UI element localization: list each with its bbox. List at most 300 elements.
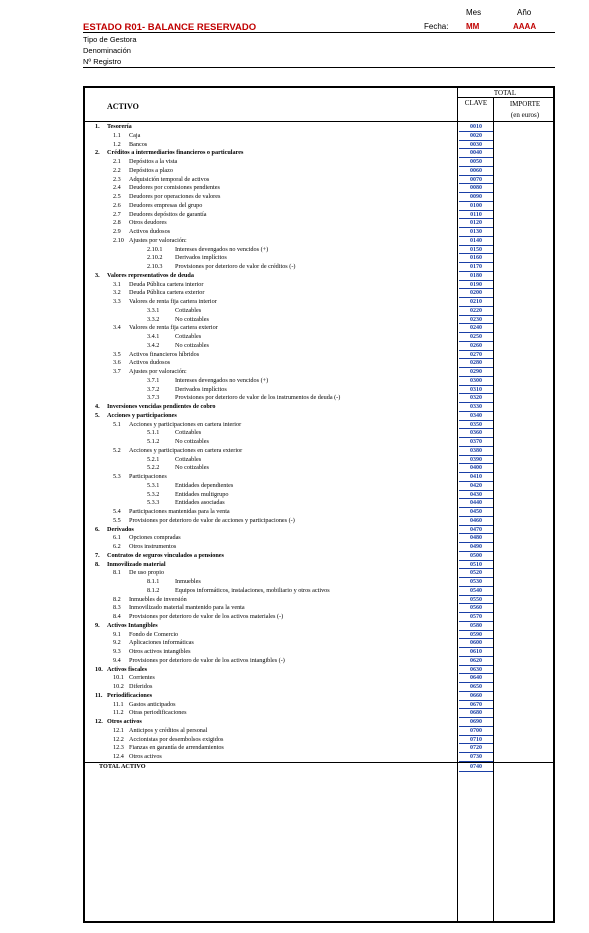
row-code: 0320 xyxy=(459,394,493,403)
row-code: 0710 xyxy=(459,736,493,745)
row-number: 3.4 xyxy=(113,324,121,332)
table-row xyxy=(85,727,553,736)
table-row xyxy=(85,692,553,701)
table-row xyxy=(85,289,553,298)
amount-cell[interactable] xyxy=(495,246,551,255)
row-label: Corrientes xyxy=(129,674,155,682)
row-label: Ajustes por valoración: xyxy=(129,236,187,244)
row-code: 0120 xyxy=(459,219,493,228)
row-label: Otras periodificaciones xyxy=(129,709,187,717)
row-code: 0130 xyxy=(459,228,493,237)
amount-cell[interactable] xyxy=(495,342,551,351)
table-row xyxy=(85,613,553,622)
amount-cell[interactable] xyxy=(495,202,551,211)
header-divider xyxy=(83,32,555,33)
amount-cell[interactable] xyxy=(495,298,551,307)
amount-cell[interactable] xyxy=(495,692,551,701)
row-code: 0160 xyxy=(459,254,493,263)
row-number: 5.1.1 xyxy=(147,429,160,437)
row-number: 3.3.2 xyxy=(147,315,160,323)
row-code: 0300 xyxy=(459,377,493,386)
amount-cell[interactable] xyxy=(495,351,551,360)
row-code: 0220 xyxy=(459,307,493,316)
row-code: 0430 xyxy=(459,491,493,500)
amount-cell[interactable] xyxy=(495,613,551,622)
row-number: 3.4.2 xyxy=(147,341,160,349)
row-number: 3.2 xyxy=(113,289,121,297)
amount-cell[interactable] xyxy=(495,709,551,718)
tipo-gestora-label: Tipo de Gestora xyxy=(83,35,137,44)
row-label: Entidades dependientes xyxy=(175,481,234,489)
row-label: Otros activos intangibles xyxy=(129,648,191,655)
row-code: 0100 xyxy=(459,202,493,211)
amount-cell[interactable] xyxy=(495,666,551,675)
amount-cell[interactable] xyxy=(495,263,551,272)
row-code: 0060 xyxy=(459,167,493,176)
amount-cell[interactable] xyxy=(495,447,551,456)
row-code: 0650 xyxy=(459,683,493,692)
amount-cell[interactable] xyxy=(495,386,551,395)
amount-cell[interactable] xyxy=(495,526,551,535)
amount-cell[interactable] xyxy=(495,578,551,587)
table-row xyxy=(85,123,553,132)
activo-header: ACTIVO xyxy=(107,102,139,111)
amount-cell[interactable] xyxy=(495,683,551,692)
row-number: 8.2 xyxy=(113,595,121,603)
amount-cell[interactable] xyxy=(495,648,551,657)
row-label: Acciones y participaciones en cartera interior xyxy=(129,420,242,428)
amount-cell[interactable] xyxy=(495,412,551,421)
row-label: Accionistas por desembolsos exigidos xyxy=(129,735,224,743)
row-code: 0070 xyxy=(459,176,493,185)
amount-cell[interactable] xyxy=(495,237,551,246)
amount-cell[interactable] xyxy=(495,753,551,762)
amount-cell[interactable] xyxy=(495,744,551,753)
row-code: 0560 xyxy=(459,604,493,613)
row-number: 10.2 xyxy=(113,683,124,690)
row-label: Inmuebles de inversión xyxy=(129,595,187,603)
table-row xyxy=(85,359,553,368)
amount-cell[interactable] xyxy=(495,499,551,508)
table-row xyxy=(85,517,553,526)
row-label: Otros activos xyxy=(129,753,162,760)
table-row xyxy=(85,316,553,325)
row-number: 3.4.1 xyxy=(147,333,160,340)
row-label: Provisiones por deterioro de valor de créditos (-) xyxy=(175,263,296,270)
amount-cell[interactable] xyxy=(495,674,551,683)
row-number: 11.2 xyxy=(113,709,124,717)
row-number: 2.10.3 xyxy=(147,263,163,270)
row-label: Ajustes por valoración: xyxy=(129,368,187,375)
amount-cell[interactable] xyxy=(495,307,551,316)
amount-cell[interactable] xyxy=(495,132,551,141)
amount-cell[interactable] xyxy=(495,123,551,132)
row-label: Diferidos xyxy=(129,683,153,690)
row-number: 5.3.2 xyxy=(147,490,160,498)
row-number: 2. xyxy=(95,149,100,157)
row-label: Cotizables xyxy=(175,455,202,463)
month-value: MM xyxy=(466,22,480,31)
row-code: 0580 xyxy=(459,622,493,631)
row-label: Cotizables xyxy=(175,306,202,314)
row-number: 3.7.1 xyxy=(147,376,160,384)
row-label: Bancos xyxy=(129,140,148,148)
row-label: Periodificaciones xyxy=(107,691,153,699)
row-code: 0240 xyxy=(459,324,493,333)
table-row xyxy=(85,569,553,578)
amount-cell[interactable] xyxy=(495,552,551,561)
row-number: 6.2 xyxy=(113,543,121,550)
row-code: 0210 xyxy=(459,298,493,307)
row-label: Derivados implícitos xyxy=(175,385,227,393)
table-row xyxy=(85,228,553,237)
row-number: 3.3.1 xyxy=(147,306,160,314)
row-code: 0530 xyxy=(459,578,493,587)
row-label: Provisiones por deterioro de valor de los activos intangibles (-) xyxy=(129,656,285,664)
row-label: Cotizables xyxy=(175,333,202,340)
table-row xyxy=(85,167,553,176)
row-label: Entidades multigrupo xyxy=(175,490,229,498)
table-row xyxy=(85,482,553,491)
row-number: 8.1.1 xyxy=(147,578,160,585)
row-number: 11.1 xyxy=(113,700,124,708)
table-row xyxy=(85,132,553,141)
row-number: 5.4 xyxy=(113,508,121,515)
row-code: 0170 xyxy=(459,263,493,272)
row-label: Inmovilizado material xyxy=(107,560,166,568)
row-number: 12.2 xyxy=(113,735,124,743)
amount-cell[interactable] xyxy=(495,473,551,482)
row-label: Participaciones mantenidas para la venta xyxy=(129,508,230,515)
row-code: 0200 xyxy=(459,289,493,298)
table-row xyxy=(85,211,553,220)
row-number: 2.3 xyxy=(113,175,121,183)
table-row xyxy=(85,762,553,772)
table-row xyxy=(85,333,553,342)
table-row xyxy=(85,351,553,360)
row-number: 3.7.3 xyxy=(147,394,160,402)
amount-cell[interactable] xyxy=(495,254,551,263)
row-code: 0490 xyxy=(459,543,493,552)
table-row xyxy=(85,508,553,517)
row-code: 0180 xyxy=(459,272,493,281)
row-code: 0390 xyxy=(459,456,493,465)
table-row xyxy=(85,526,553,535)
amount-cell[interactable] xyxy=(495,464,551,473)
table-row xyxy=(85,429,553,438)
table-row xyxy=(85,184,553,193)
row-number: 12.3 xyxy=(113,744,124,752)
row-number: 10.1 xyxy=(113,674,124,682)
table-row xyxy=(85,394,553,403)
row-code: 0500 xyxy=(459,552,493,561)
row-code: 0630 xyxy=(459,666,493,675)
row-number: 3.7.2 xyxy=(147,385,160,393)
row-code: 0280 xyxy=(459,359,493,368)
row-number: 3.7 xyxy=(113,368,121,375)
table-row xyxy=(85,578,553,587)
amount-cell[interactable] xyxy=(495,359,551,368)
table-row xyxy=(85,438,553,447)
amount-cell[interactable] xyxy=(495,569,551,578)
row-number: 3.6 xyxy=(113,359,121,367)
row-label: No cotizables xyxy=(175,315,209,323)
amount-cell[interactable] xyxy=(495,377,551,386)
row-code: 0740 xyxy=(459,763,493,772)
row-label: Deudores por comisiones pendientes xyxy=(129,184,220,192)
row-label: Adquisición temporal de activos xyxy=(129,175,210,183)
amount-cell[interactable] xyxy=(495,421,551,430)
row-code: 0510 xyxy=(459,561,493,570)
date-label: Fecha: xyxy=(424,22,449,31)
amount-cell[interactable] xyxy=(495,272,551,281)
table-row xyxy=(85,149,553,158)
table-row xyxy=(85,552,553,561)
row-number: 3.5 xyxy=(113,350,121,358)
amount-cell[interactable] xyxy=(495,639,551,648)
row-number: 5.3.3 xyxy=(147,499,160,507)
table-row xyxy=(85,604,553,613)
table-row xyxy=(85,412,553,421)
table-row xyxy=(85,718,553,727)
amount-cell[interactable] xyxy=(495,438,551,447)
row-code: 0470 xyxy=(459,526,493,535)
row-label: Activos dudosos xyxy=(129,359,171,367)
row-number: 5.1.2 xyxy=(147,438,160,445)
table-row xyxy=(85,701,553,710)
table-row xyxy=(85,543,553,552)
amount-cell[interactable] xyxy=(495,561,551,570)
row-number: 2.1 xyxy=(113,158,121,165)
table-row xyxy=(85,254,553,263)
amount-cell[interactable] xyxy=(495,736,551,745)
row-number: 5.3 xyxy=(113,473,121,480)
row-code: 0460 xyxy=(459,517,493,526)
table-row xyxy=(85,736,553,745)
row-label: No cotizables xyxy=(175,464,209,472)
amount-cell[interactable] xyxy=(495,368,551,377)
amount-cell[interactable] xyxy=(495,394,551,403)
row-label: Activos Intangibles xyxy=(107,621,158,629)
table-row xyxy=(85,683,553,692)
row-code: 0350 xyxy=(459,421,493,430)
row-label: Intereses devengados no vencidos (+) xyxy=(175,376,269,384)
amount-cell[interactable] xyxy=(495,167,551,176)
row-code: 0400 xyxy=(459,464,493,473)
table-row xyxy=(85,272,553,281)
amount-cell[interactable] xyxy=(495,403,551,412)
amount-cell[interactable] xyxy=(495,482,551,491)
row-code: 0260 xyxy=(459,342,493,351)
row-label: Deuda Pública cartera interior xyxy=(129,280,204,288)
row-number: 1. xyxy=(95,123,100,130)
row-code: 0360 xyxy=(459,429,493,438)
row-label: Activos financieros híbridos xyxy=(129,350,200,358)
row-label: Otros activos xyxy=(107,718,142,725)
row-number: 2.4 xyxy=(113,184,121,192)
row-label: No cotizables xyxy=(175,341,209,349)
row-label: De uso propio xyxy=(129,569,165,577)
amount-cell[interactable] xyxy=(495,281,551,290)
amount-cell[interactable] xyxy=(495,763,551,772)
amount-cell[interactable] xyxy=(495,701,551,710)
header-row-divider xyxy=(85,121,553,122)
table-row xyxy=(85,263,553,272)
amount-cell[interactable] xyxy=(495,141,551,150)
importe-header-unit: (en euros) xyxy=(510,111,540,119)
table-row xyxy=(85,342,553,351)
table-row xyxy=(85,499,553,508)
row-code: 0450 xyxy=(459,508,493,517)
table-row xyxy=(85,324,553,333)
amount-cell[interactable] xyxy=(495,211,551,220)
row-code: 0290 xyxy=(459,368,493,377)
row-number: 12.4 xyxy=(113,753,124,760)
row-code: 0570 xyxy=(459,613,493,622)
row-label: Deuda Pública cartera exterior xyxy=(129,289,205,297)
amount-cell[interactable] xyxy=(495,596,551,605)
row-code: 0140 xyxy=(459,237,493,246)
amount-cell[interactable] xyxy=(495,491,551,500)
amount-cell[interactable] xyxy=(495,543,551,552)
row-label: Activos fiscales xyxy=(107,665,148,673)
row-code: 0720 xyxy=(459,744,493,753)
table-row xyxy=(85,368,553,377)
row-number: 2.6 xyxy=(113,201,121,209)
denominacion-label: Denominación xyxy=(83,46,131,55)
amount-cell[interactable] xyxy=(495,604,551,613)
row-code: 0010 xyxy=(459,123,493,132)
table-row xyxy=(85,456,553,465)
amount-cell[interactable] xyxy=(495,534,551,543)
table-row xyxy=(85,622,553,631)
row-label: TOTAL ACTIVO xyxy=(99,762,146,770)
row-label: Deudores depósitos de garantía xyxy=(129,210,207,218)
amount-cell[interactable] xyxy=(495,219,551,228)
amount-cell[interactable] xyxy=(495,622,551,631)
row-number: 2.10.2 xyxy=(147,254,163,262)
row-code: 0080 xyxy=(459,184,493,193)
row-number: 5.5 xyxy=(113,516,121,524)
amount-cell[interactable] xyxy=(495,657,551,666)
row-code: 0440 xyxy=(459,499,493,508)
row-number: 11. xyxy=(95,691,103,699)
row-code: 0250 xyxy=(459,333,493,342)
row-label: Activos dudosos xyxy=(129,228,171,235)
row-code: 0270 xyxy=(459,351,493,360)
amount-cell[interactable] xyxy=(495,193,551,202)
row-label: Caja xyxy=(129,131,141,139)
row-code: 0550 xyxy=(459,596,493,605)
row-code: 0610 xyxy=(459,648,493,657)
row-label: Equipos informáticos, instalaciones, mobiliario y otros activos xyxy=(175,586,330,594)
row-code: 0020 xyxy=(459,132,493,141)
table-row xyxy=(85,648,553,657)
row-code: 0670 xyxy=(459,701,493,710)
table-row xyxy=(85,709,553,718)
row-number: 8.1 xyxy=(113,569,121,577)
row-label: Fondo de Comercio xyxy=(129,630,179,638)
row-number: 8. xyxy=(95,560,100,568)
row-code: 0150 xyxy=(459,246,493,255)
amount-cell[interactable] xyxy=(495,718,551,727)
importe-header-label: IMPORTE xyxy=(509,100,541,108)
table-body xyxy=(85,123,553,772)
row-label: Cotizables xyxy=(175,429,202,437)
row-label: Valores de renta fija cartera interior xyxy=(129,298,217,305)
row-code: 0190 xyxy=(459,281,493,290)
amount-cell[interactable] xyxy=(495,324,551,333)
amount-cell[interactable] xyxy=(495,228,551,237)
amount-cell[interactable] xyxy=(495,517,551,526)
row-number: 1.1 xyxy=(113,131,121,139)
table-row xyxy=(85,219,553,228)
table-row xyxy=(85,464,553,473)
table-row xyxy=(85,753,553,762)
row-number: 3.3 xyxy=(113,298,121,305)
importe-header xyxy=(495,99,555,121)
amount-cell[interactable] xyxy=(495,508,551,517)
row-number: 10. xyxy=(95,665,103,673)
row-label: Fianzas en garantía de arrendamientos xyxy=(129,744,224,752)
row-code: 0520 xyxy=(459,569,493,578)
row-code: 0040 xyxy=(459,149,493,158)
amount-cell[interactable] xyxy=(495,727,551,736)
row-label: Gastos anticipados xyxy=(129,700,176,708)
row-number: 2.8 xyxy=(113,219,121,227)
table-row xyxy=(85,587,553,596)
row-label: Provisiones por deterioro de valor de los activos materiales (-) xyxy=(129,613,284,620)
document-title: ESTADO R01- BALANCE RESERVADO xyxy=(83,22,257,33)
table-row xyxy=(85,298,553,307)
row-number: 5.2.1 xyxy=(147,455,160,463)
row-label: Inversiones vencidas pendientes de cobro xyxy=(107,403,216,410)
row-label: Deudores empresas del grupo xyxy=(129,201,203,209)
row-label: Tesorería xyxy=(107,123,132,130)
amount-cell[interactable] xyxy=(495,456,551,465)
row-label: Inmovilizado material mantenido para la venta xyxy=(129,604,245,612)
amount-cell[interactable] xyxy=(495,587,551,596)
row-label: Inmuebles xyxy=(175,578,201,585)
row-label: No cotizables xyxy=(175,438,209,445)
row-code: 0420 xyxy=(459,482,493,491)
amount-cell[interactable] xyxy=(495,289,551,298)
row-code: 0310 xyxy=(459,386,493,395)
row-number: 7. xyxy=(95,551,100,559)
table-row xyxy=(85,491,553,500)
row-label: Intereses devengados no vencidos (+) xyxy=(175,245,269,253)
amount-cell[interactable] xyxy=(495,429,551,438)
amount-cell[interactable] xyxy=(495,149,551,158)
table-row xyxy=(85,158,553,167)
row-label: Entidades asociadas xyxy=(175,499,225,507)
amount-cell[interactable] xyxy=(495,631,551,640)
row-number: 9.3 xyxy=(113,648,121,655)
row-label: Participaciones xyxy=(129,473,167,480)
table-row xyxy=(85,193,553,202)
row-code: 0640 xyxy=(459,674,493,683)
amount-cell[interactable] xyxy=(495,184,551,193)
row-label: Créditos a intermediarios financieros o particulares xyxy=(107,149,244,157)
amount-cell[interactable] xyxy=(495,158,551,167)
row-code: 0480 xyxy=(459,534,493,543)
row-code: 0730 xyxy=(459,753,493,762)
amount-cell[interactable] xyxy=(495,176,551,185)
row-number: 1.2 xyxy=(113,140,121,148)
amount-cell[interactable] xyxy=(495,333,551,342)
table-row xyxy=(85,447,553,456)
amount-cell[interactable] xyxy=(495,316,551,325)
